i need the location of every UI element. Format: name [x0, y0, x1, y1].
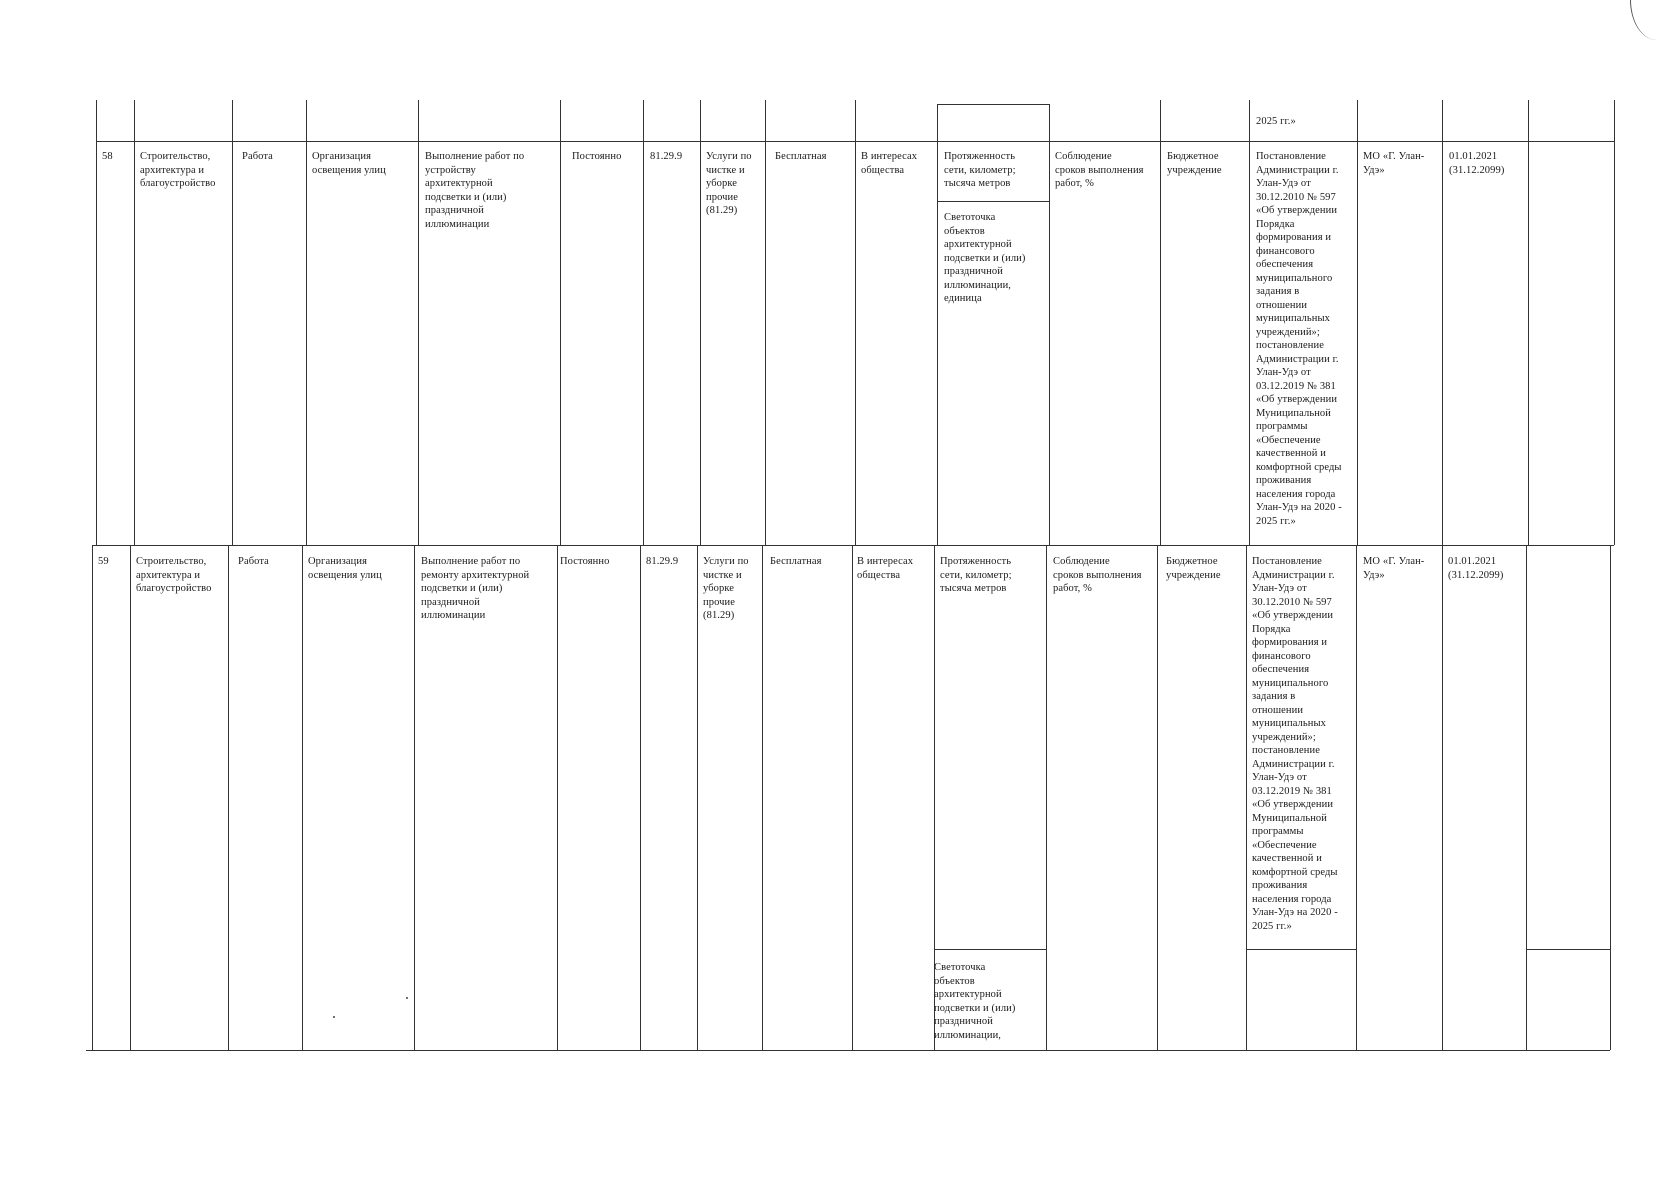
work-type: Работа: [242, 151, 273, 162]
scan-page-curl: [1630, 0, 1671, 40]
activity-name: Организация освещения улиц: [312, 151, 386, 176]
volume-indicator: Светоточка объектов архитектурной подсветки и (или) праздничной иллюминации,: [934, 962, 1016, 1041]
activity-sphere: Строительство, архитектура и благоустройство: [136, 556, 212, 594]
periodicity: Постоянно: [572, 151, 622, 162]
continuation-text: 2025 гг.»: [1256, 116, 1296, 127]
okved-name: Услуги по чистке и уборке прочие (81.29): [706, 151, 752, 216]
volume-indicator: Протяженность сети, километр; тысяча метров: [940, 556, 1012, 594]
row-number: 59: [98, 556, 109, 567]
volume-indicator: Светоточка объектов архитектурной подсветки и (или) праздничной иллюминации, единица: [944, 212, 1026, 304]
okved-code: 81.29.9: [646, 556, 679, 567]
okved-name: Услуги по чистке и уборке прочие (81.29): [703, 556, 749, 621]
payment-type: Бесплатная: [770, 556, 822, 567]
quality-indicator: Соблюдение сроков выполнения работ, %: [1055, 151, 1144, 189]
institution-type: Бюджетное учреждение: [1166, 556, 1221, 581]
quality-indicator: Соблюдение сроков выполнения работ, %: [1053, 556, 1142, 594]
work-description: Выполнение работ по устройству архитектурной подсветки и (или) праздничной иллюминации: [425, 151, 525, 230]
legal-basis: Постановление Администрации г. Улан-Удэ от 30.12.2010 № 597 «Об утверждении Порядка формирования и финансового обеспечения муниципального задания в отношении муниципальных учреждений»; постановление Администрации г. Улан-Удэ от 03.12.2019 № 381 «Об утверждении Муниципальной программы «Обеспечение качественной и комфортной среды проживания населения города Улан-Удэ на 2020 - 2025 гг.»: [1252, 556, 1338, 932]
work-type: Работа: [238, 556, 269, 567]
consumers: В интересах общества: [861, 151, 918, 176]
work-description: Выполнение работ по ремонту архитектурной подсветки и (или) праздничной иллюминации: [421, 556, 530, 621]
validity-dates: 01.01.2021 (31.12.2099): [1449, 151, 1505, 176]
okved-code: 81.29.9: [650, 151, 683, 162]
institution-type: Бюджетное учреждение: [1167, 151, 1222, 176]
municipality: МО «Г. Улан- Удэ»: [1363, 556, 1425, 581]
row-number: 58: [102, 151, 113, 162]
periodicity: Постоянно: [560, 556, 610, 567]
volume-indicator: Протяженность сети, километр; тысяча метров: [944, 151, 1016, 189]
activity-sphere: Строительство, архитектура и благоустройство: [140, 151, 216, 189]
activity-name: Организация освещения улиц: [308, 556, 382, 581]
legal-basis: Постановление Администрации г. Улан-Удэ от 30.12.2010 № 597 «Об утверждении Порядка формирования и финансового обеспечения муниципального задания в отношении муниципальных учреждений»; постановление Администрации г. Улан-Удэ от 03.12.2019 № 381 «Об утверждении Муниципальной программы «Обеспечение качественной и комфортной среды проживания населения города Улан-Удэ на 2020 - 2025 гг.»: [1256, 151, 1342, 527]
scan-speck: [333, 1016, 335, 1018]
payment-type: Бесплатная: [775, 151, 827, 162]
consumers: В интересах общества: [857, 556, 914, 581]
validity-dates: 01.01.2021 (31.12.2099): [1448, 556, 1504, 581]
scan-speck: [406, 997, 408, 999]
municipality: МО «Г. Улан- Удэ»: [1363, 151, 1425, 176]
